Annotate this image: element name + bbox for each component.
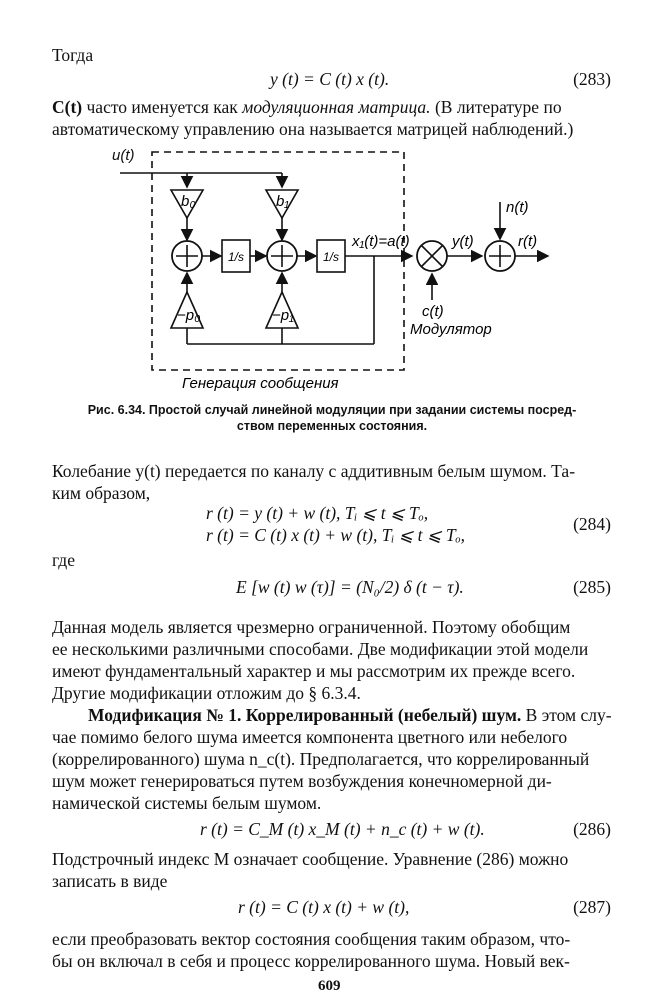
equation-number: (283) <box>573 69 611 89</box>
equation-284a: r (t) = y (t) + w (t), Tᵢ ⩽ t ⩽ Tₒ, <box>206 503 429 523</box>
paragraph-line <box>52 96 562 118</box>
paragraph-line: ее несколькими различными способами. Две модификации этой модели <box>52 639 589 659</box>
text-span: модуляционная матрица. <box>242 97 431 117</box>
text-line: где <box>52 550 75 570</box>
integrator-2-label: 1/s <box>323 250 340 264</box>
noise-label: n(t) <box>506 199 529 216</box>
integrator-1-label: 1/s <box>228 250 245 264</box>
paragraph-line: если преобразовать вектор состояния сообщения таким образом, что- <box>52 929 571 949</box>
text-span: В этом слу- <box>521 705 612 725</box>
paragraph-line: автоматическому управлению она называется матрицей наблюдений.) <box>52 119 574 139</box>
input-label: u(t) <box>112 147 135 164</box>
paragraph-line <box>88 704 612 726</box>
equation-number: (285) <box>573 577 611 597</box>
paragraph-line: записать в виде <box>52 871 168 891</box>
state-label: x₁(t)=a(t) <box>352 233 410 250</box>
paragraph-line: имеют фундаментальный характер и мы рассмотрим их прежде всего. <box>52 661 576 681</box>
paragraph-line: Колебание y(t) передается по каналу с аддитивным белым шумом. Та- <box>52 461 576 481</box>
equation-286: r (t) = C_M (t) x_M (t) + n_c (t) + w (t). <box>200 819 485 839</box>
caption-line: Рис. 6.34. Простой случай линейной модуляции при задании системы посред- <box>87 403 577 417</box>
gain-b0-label: b₀ <box>181 193 196 210</box>
gain-p0-label: −p₀ <box>177 307 201 324</box>
text-line: Тогда <box>52 45 94 65</box>
equation-number: (287) <box>573 897 611 917</box>
equation-283: y (t) = C (t) x (t). <box>270 69 390 89</box>
text-span: C(t) <box>52 97 83 117</box>
paragraph-line: ким образом, <box>52 483 151 503</box>
paragraph-line: бы он включал в себя и процесс коррелированного шума. Новый век- <box>52 951 570 971</box>
equation-285: E [w (t) w (τ)] = (N₀/2) δ (t − τ). <box>236 577 464 597</box>
text-span: (В литературе по <box>430 97 562 117</box>
text-span: часто именуется как <box>82 97 243 117</box>
modulation-input-label: c(t) <box>422 303 444 320</box>
page-number: 609 <box>318 978 341 994</box>
gain-b1-label: b₁ <box>276 193 290 210</box>
modulator-label: Модулятор <box>410 321 492 338</box>
block-diagram <box>0 140 663 400</box>
section-heading: Модификация № 1. Коррелированный (небелый) шум. <box>88 705 522 725</box>
equation-284b: r (t) = C (t) x (t) + w (t), Tᵢ ⩽ t ⩽ Tₒ, <box>206 525 466 545</box>
equation-number: (286) <box>573 819 611 839</box>
paragraph-line: (коррелированного) шума n_c(t). Предполагается, что коррелированный <box>52 749 590 769</box>
output-r-label: r(t) <box>518 233 538 250</box>
equation-287: r (t) = C (t) x (t) + w (t), <box>238 897 410 917</box>
message-generation-label: Генерация сообщения <box>182 375 339 392</box>
output-y-label: y(t) <box>452 233 474 250</box>
paragraph-line: Данная модель является чрезмерно ограниченной. Поэтому обобщим <box>52 617 571 637</box>
paragraph-line: Подстрочный индекс M означает сообщение. Уравнение (286) можно <box>52 849 569 869</box>
caption-line: ством переменных состояния. <box>236 419 428 433</box>
paragraph-line: чае помимо белого шума имеется компонента цветного или небелого <box>52 727 568 747</box>
paragraph-line: Другие модификации отложим до § 6.3.4. <box>52 683 361 703</box>
paragraph-line: намической системы белым шумом. <box>52 793 322 813</box>
gain-p1-label: −p₁ <box>272 307 294 324</box>
paragraph-line: шум может генерироваться путем возбуждения конечномерной ди- <box>52 771 552 791</box>
equation-number: (284) <box>573 514 611 534</box>
figure-caption <box>52 402 612 434</box>
